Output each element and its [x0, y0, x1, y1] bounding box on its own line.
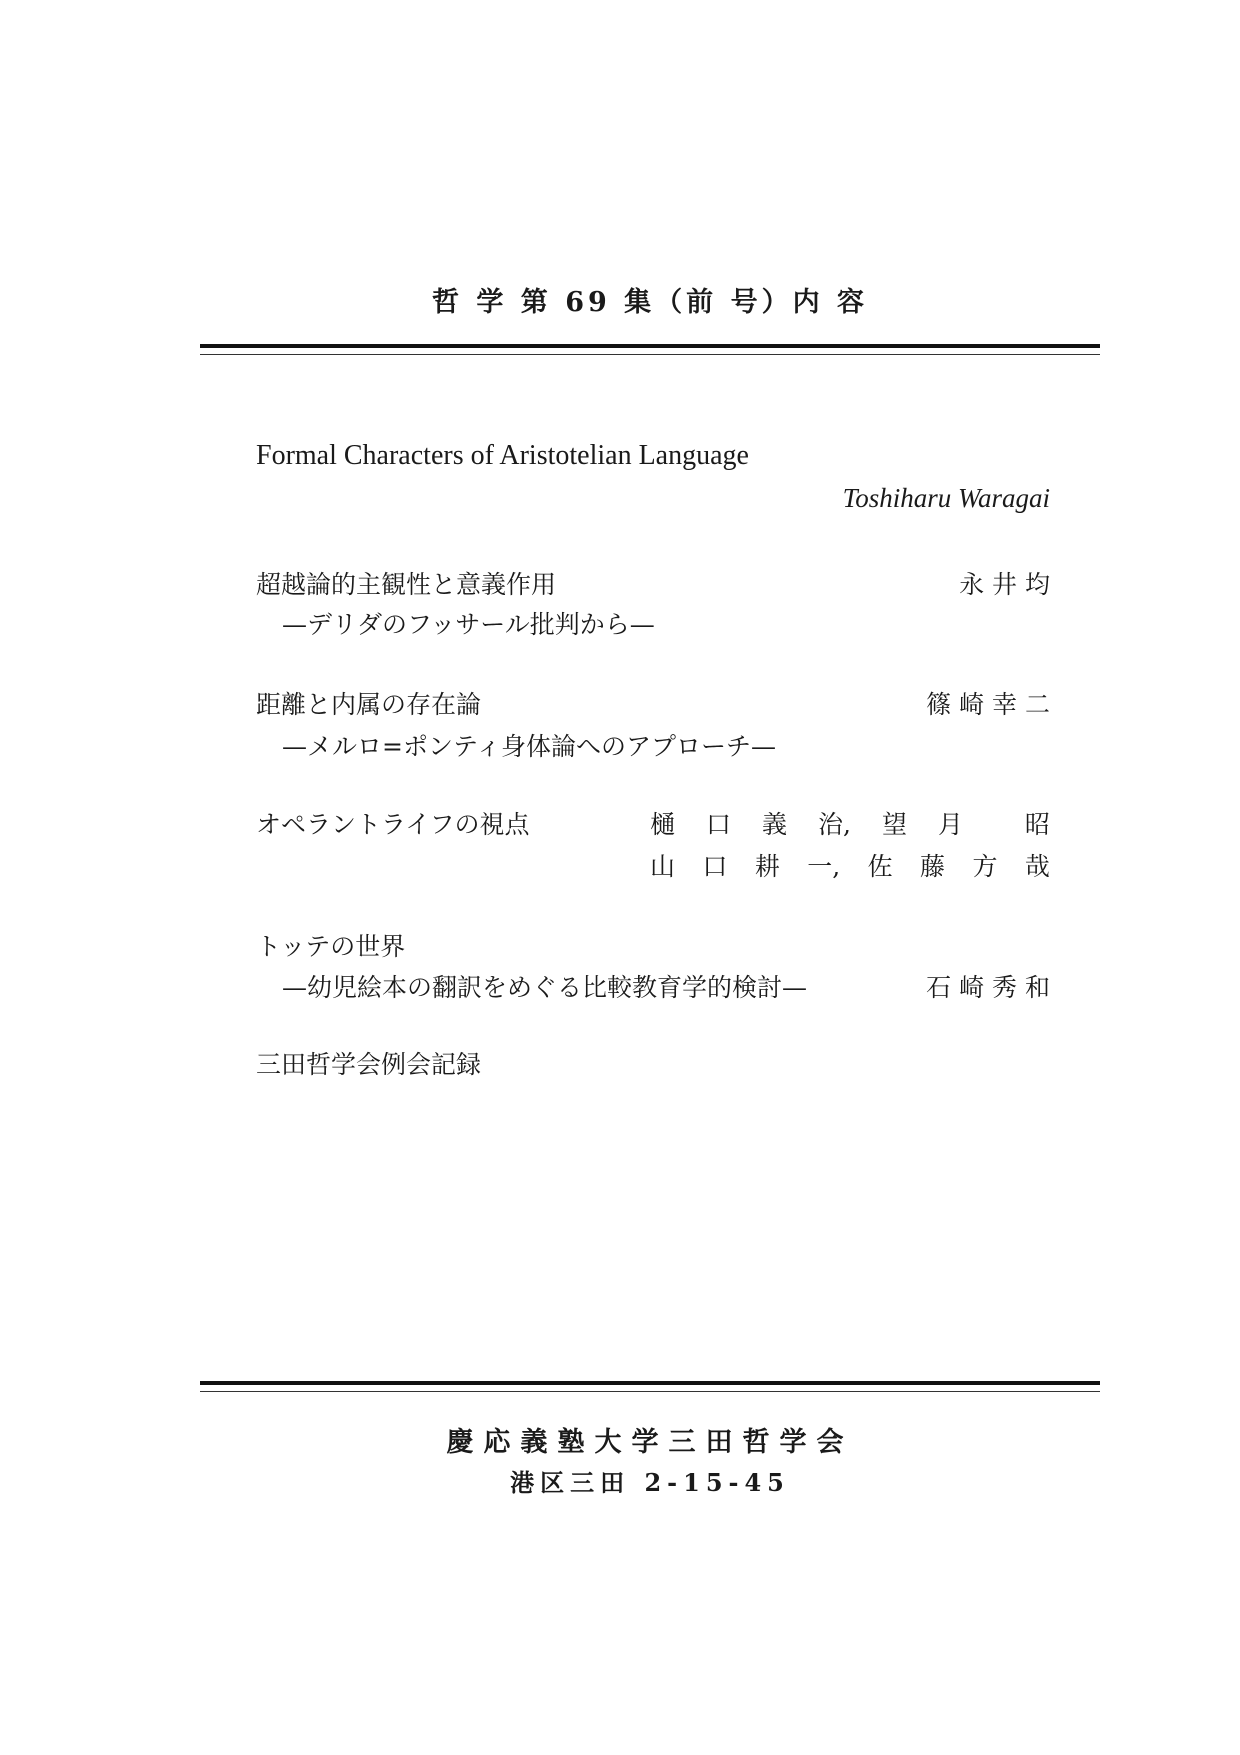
entry-subtitle-derrida: —デリダのフッサール批判から— — [282, 610, 655, 639]
entry-subtitle-merleau-ponty: —メルロ=ポンティ身体論へのアプローチ— — [282, 732, 776, 761]
author-char: 山 — [650, 852, 676, 881]
authors-row-1 — [650, 805, 1050, 847]
author-char: 治, — [818, 810, 851, 839]
entry-title-meeting-records: 三田哲学会例会記録 — [256, 1050, 482, 1079]
author-char: 月 — [937, 810, 963, 839]
entry-title-distance: 距離と内属の存在論 — [256, 690, 482, 719]
entry-author-ishizaki: 石 崎 秀 和 — [926, 973, 1050, 1002]
author-char: 耕 — [754, 852, 780, 881]
author-char: 藤 — [920, 852, 946, 881]
author-char: 義 — [762, 810, 788, 839]
entry-author-nagai: 永 井 均 — [959, 570, 1050, 599]
entry-author-waragai: Toshiharu Waragai — [842, 483, 1050, 513]
author-char: 口 — [702, 852, 728, 881]
author-char: 昭 — [1024, 810, 1050, 839]
author-char: 望 — [881, 810, 907, 839]
entry-subtitle-picture-books: —幼児絵本の翻訳をめぐる比較教育学的検討— — [282, 973, 808, 1002]
entry-authors-operant-life — [650, 805, 1050, 889]
entry-title-totte: トッテの世界 — [256, 932, 406, 961]
entry-title-transcendental: 超越論的主観性と意義作用 — [256, 570, 557, 599]
author-char: 方 — [972, 852, 998, 881]
author-char: 哉 — [1024, 852, 1050, 881]
entry-author-shinozaki: 篠 崎 幸 二 — [926, 690, 1050, 719]
publisher-address: 港区三田 2-15-45 — [510, 1468, 790, 1497]
entry-title-aristotelian: Formal Characters of Aristotelian Language — [256, 440, 749, 471]
authors-row-2 — [650, 847, 1050, 889]
publisher-name: 慶応義塾大学三田哲学会 — [446, 1427, 854, 1458]
journal-title: 哲 学 第 69 集（前 号）内 容 — [432, 287, 868, 318]
author-char: 佐 — [867, 852, 893, 881]
header-rule-thick — [200, 344, 1100, 348]
entry-title-operant-life: オペラントライフの視点 — [256, 810, 530, 839]
footer-rule-thin — [200, 1391, 1100, 1392]
author-char: 樋 — [650, 810, 676, 839]
author-char: 一, — [807, 852, 841, 881]
author-char: 口 — [706, 810, 732, 839]
header-rule-thin — [200, 354, 1100, 355]
footer-rule-thick — [200, 1381, 1100, 1385]
